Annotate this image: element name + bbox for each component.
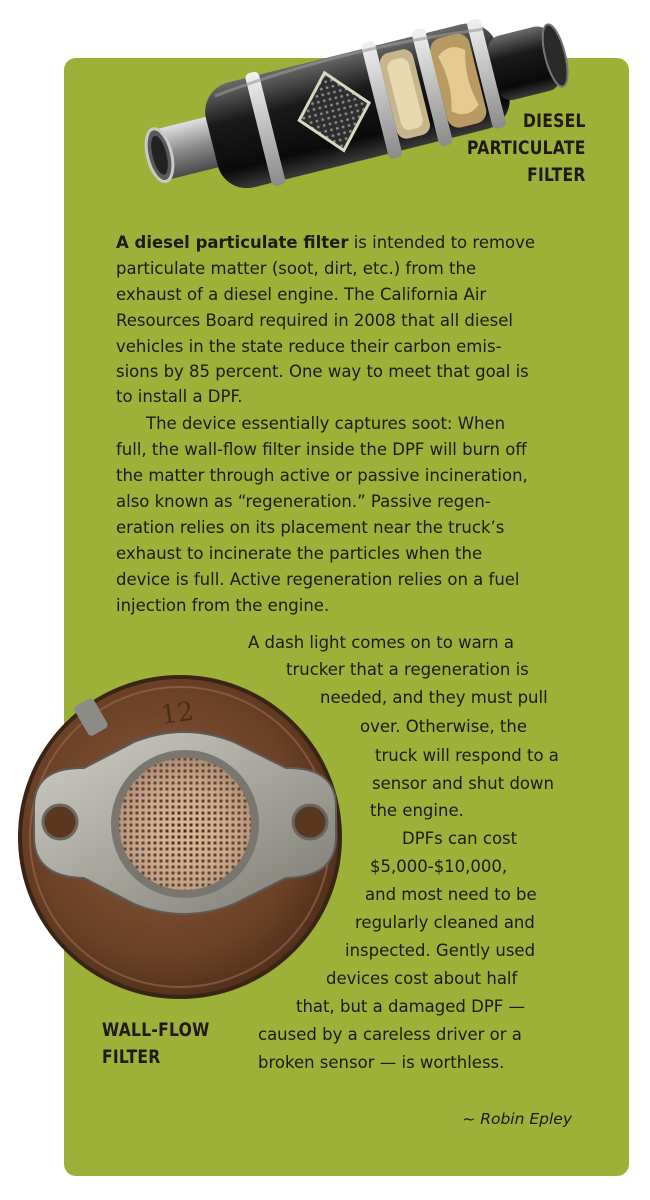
article-line: Resources Board required in 2008 that all diesel (116, 311, 513, 330)
article-line: that, but a damaged DPF — (296, 997, 526, 1016)
article-line: DPFs can cost (402, 829, 518, 848)
article-line: full, the wall-flow filter inside the DPF will burn off (116, 440, 527, 459)
article-line: also known as “regeneration.” Passive regen- (116, 492, 491, 511)
article-line: inspected. Gently used (345, 941, 536, 960)
article-line: eration relies on its placement near the truck’s (116, 518, 505, 537)
article-line: broken sensor — is worthless. (258, 1053, 505, 1072)
wall-flow-caption (102, 1017, 210, 1071)
article-line: the matter through active or passive incineration, (116, 466, 528, 485)
wall-flow-caption-line: WALL-FLOW (102, 1019, 210, 1041)
article-line: exhaust to incinerate the particles when the (116, 544, 483, 563)
article-line: truck will respond to a (375, 746, 559, 765)
article-line: particulate matter (soot, dirt, etc.) from the (116, 259, 477, 278)
article-line: injection from the engine. (116, 596, 330, 615)
article-line-text: is intended to remove (348, 233, 536, 252)
dpf-caption-line: PARTICULATE (467, 137, 586, 159)
svg-text:12: 12 (158, 696, 196, 731)
article-line: sensor and shut down (372, 774, 554, 793)
article-line: sions by 85 percent. One way to meet that goal is (116, 362, 529, 381)
article-line (116, 232, 535, 254)
article-line: exhaust of a diesel engine. The California Air (116, 285, 487, 304)
article-line: device is full. Active regeneration relies on a fuel (116, 570, 520, 589)
article-line: and most need to be (365, 885, 537, 904)
article-line: needed, and they must pull (320, 688, 548, 707)
article-line: caused by a careless driver or a (258, 1025, 522, 1044)
article-line: A dash light comes on to warn a (248, 633, 514, 652)
author-byline: ~ Robin Epley (462, 1110, 572, 1128)
article-line: $5,000-$10,000, (370, 857, 508, 876)
article-line: devices cost about half (326, 969, 518, 988)
dpf-caption-line: FILTER (527, 164, 586, 186)
article-line: The device essentially captures soot: When (146, 414, 506, 433)
article-line: regularly cleaned and (355, 913, 535, 932)
wall-flow-caption-line: FILTER (102, 1046, 161, 1068)
article-lead: A diesel particulate filter (116, 233, 349, 252)
article-line: trucker that a regeneration is (286, 660, 529, 679)
article-line: the engine. (370, 801, 464, 820)
article-line: over. Otherwise, the (360, 717, 528, 736)
article-line: to install a DPF. (116, 387, 243, 406)
article-line: vehicles in the state reduce their carbon emis- (116, 337, 502, 356)
dpf-caption-line: DIESEL (523, 110, 586, 132)
